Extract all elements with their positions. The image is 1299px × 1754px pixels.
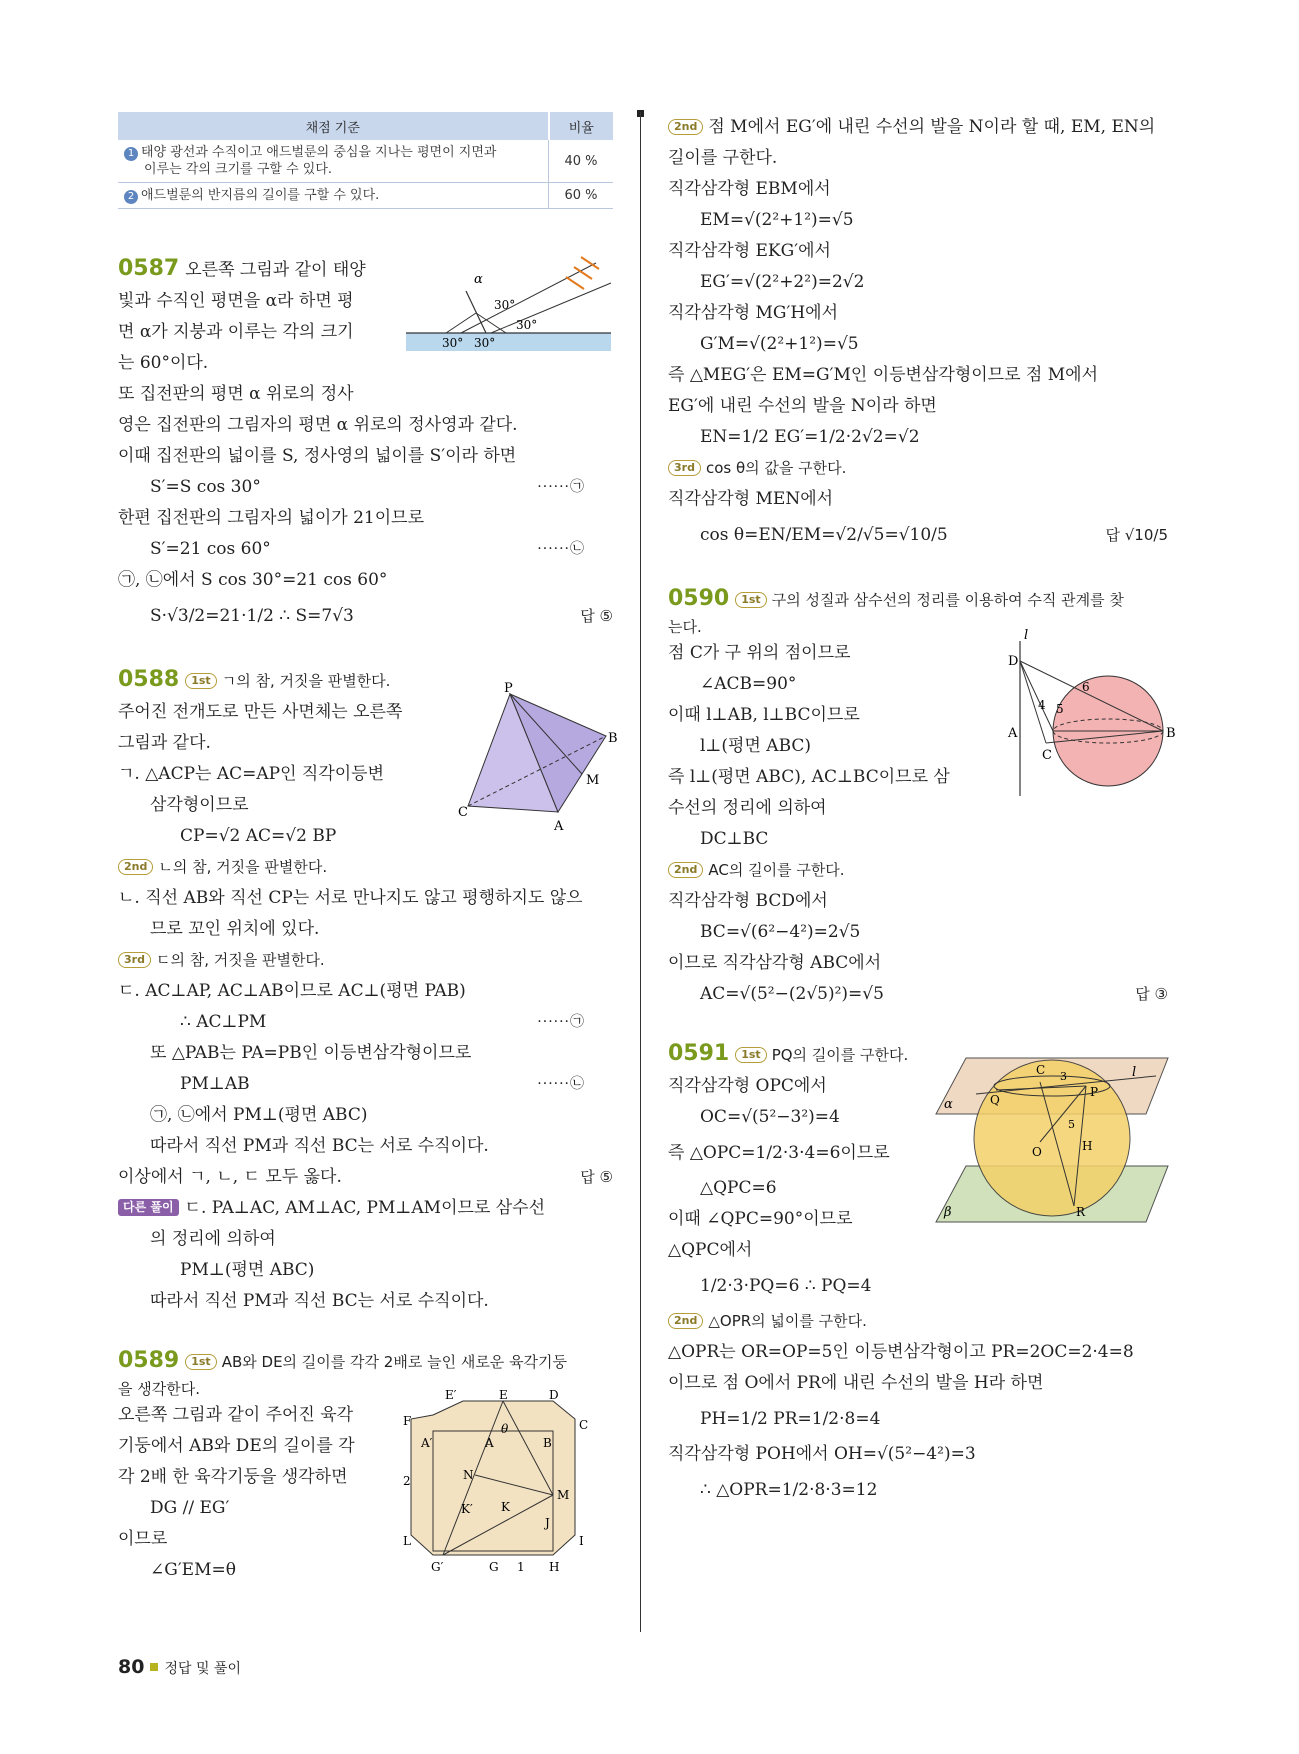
equation: ∠ACB=90° [700, 674, 797, 694]
plane-label: α [944, 1097, 953, 1112]
equation: AC=√(5²−(2√5)²)=√5 [700, 984, 884, 1004]
point-label: P [1090, 1085, 1099, 1099]
text-line: 이때 l⊥AB, l⊥BC이므로 [668, 705, 860, 725]
text-line: ㉠, ㉡에서 S cos 30°=21 cos 60° [118, 570, 388, 590]
step-badge: 3rd [118, 952, 151, 968]
text-line: 면 α가 지붕과 이루는 각의 크기 [118, 322, 354, 342]
point-label: O [1032, 1145, 1042, 1159]
length-label: 3 [1060, 1070, 1067, 1083]
text-line: 또 집전판의 평면 α 위로의 정사 [118, 384, 354, 404]
text-line: △OPR는 OR=OP=5인 이등변삼각형이고 PR=2OC=2·4=8 [668, 1342, 1134, 1362]
line-label: l [1024, 628, 1029, 643]
problem-number: 0588 [118, 667, 180, 692]
text-line: 한편 집전판의 그림자의 넓이가 21이므로 [118, 508, 424, 528]
angle-label: 30° [494, 298, 516, 312]
plane-alpha-line [466, 291, 486, 333]
text-line: EG′에 내린 수선의 발을 N이라 하면 [668, 396, 937, 416]
step-title: 점 M에서 EG′에 내린 수선의 발을 N이라 할 때, EM, EN의 [708, 117, 1156, 137]
step-title: 구의 성질과 삼수선의 정리를 이용하여 수직 관계를 찾 [771, 591, 1124, 609]
ratio-cell: 60 % [549, 183, 614, 209]
step-title: 는다. [668, 618, 702, 636]
text-line: 이때 ∠QPC=90°이므로 [668, 1209, 853, 1229]
equation: PM⊥(평면 ABC) [180, 1260, 315, 1280]
step-badge: 1st [185, 673, 216, 689]
answer-mark: 답 ③ [1135, 985, 1168, 1003]
text-line: 기둥에서 AB와 DE의 길이를 각 [118, 1436, 355, 1456]
equation: BC=√(6²−4²)=2√5 [700, 922, 861, 942]
equation: S′=21 cos 60° [150, 539, 271, 559]
vertex-label: M [586, 773, 600, 788]
text-line: 직각삼각형 EBM에서 [668, 179, 831, 199]
text-line: 직각삼각형 POH에서 OH=√(5²−4²)=3 [668, 1444, 976, 1464]
vertex-label: D [549, 1388, 559, 1402]
text-line: 길이를 구한다. [668, 148, 778, 168]
text-line: 직각삼각형 OPC에서 [668, 1076, 827, 1096]
text-line: 오른쪽 그림과 같이 주어진 육각 [118, 1405, 354, 1425]
point-label: Q [990, 1093, 1000, 1107]
segment-DA [1020, 661, 1053, 731]
equation: DG // EG′ [150, 1498, 230, 1518]
page-footer [118, 1656, 241, 1678]
text-line: 영은 집전판의 그림자의 평면 α 위로의 정사영과 같다. [118, 415, 518, 435]
vertex-label: A [554, 819, 564, 834]
angle-label: 30° [442, 336, 464, 350]
roof-line [446, 313, 476, 333]
equation: ∠G′EM=θ [150, 1560, 236, 1580]
problem-number: 0590 [668, 586, 730, 611]
step-title: AC의 길이를 구한다. [708, 861, 845, 879]
text-line: 빛과 수직인 평면을 α라 하면 평 [118, 291, 354, 311]
point-label: C [1036, 1063, 1046, 1077]
vertex-label: D [1008, 654, 1019, 669]
sphere-figure [1008, 628, 1176, 801]
length-label: 6 [1082, 680, 1090, 694]
equation: DC⊥BC [700, 829, 769, 849]
text-line: 점 C가 구 위의 점이므로 [668, 643, 851, 663]
step-badge: 1st [185, 1354, 216, 1370]
point-label: H [1082, 1139, 1093, 1153]
text-line: 따라서 직선 PM과 직선 BC는 서로 수직이다. [150, 1291, 489, 1311]
equation: PM⊥AB [180, 1074, 250, 1094]
length-label: 2 [403, 1474, 411, 1488]
equation: OC=√(5²−3²)=4 [700, 1107, 840, 1127]
text-line: 직각삼각형 BCD에서 [668, 891, 828, 911]
vertex-label: A [1008, 726, 1018, 741]
column-divider [640, 112, 641, 1632]
vertex-label: E [499, 1388, 508, 1402]
answer-mark: 답 √10/5 [1105, 526, 1168, 544]
equation: EG′=√(2²+2²)=2√2 [700, 272, 865, 292]
text-line: 직각삼각형 MEN에서 [668, 489, 834, 509]
alpha-label: α [474, 272, 483, 287]
text-line: 이므로 직각삼각형 ABC에서 [668, 953, 882, 973]
length-label: 5 [1056, 702, 1064, 716]
criteria-text-cont: 이루는 각의 크기를 구할 수 있다. [144, 162, 333, 177]
equation: cos θ=EN/EM=√2/√5=√10/5 [700, 525, 948, 545]
hexagonal-prism-figure [403, 1388, 613, 1575]
text-line: 각 2배 한 육각기둥을 생각하면 [118, 1467, 348, 1487]
equation: S′=S cos 30° [150, 477, 261, 497]
problem-0588 [118, 664, 618, 1317]
step-badge: 3rd [668, 460, 701, 476]
equation: ∴ △OPR=1/2·8·3=12 [700, 1480, 878, 1500]
answer-mark: 답 ⑤ [580, 1168, 613, 1186]
text-line: ㄱ. △ACP는 AC=AP인 직각이등변 [118, 764, 385, 784]
footer-square-icon [150, 1663, 158, 1671]
vertex-label: E′ [445, 1388, 457, 1402]
angle-label: 30° [516, 318, 538, 332]
vertex-label: L [403, 1534, 411, 1548]
equation: EN=1/2 EG′=1/2·2√2=√2 [700, 427, 920, 447]
step-title: ㄱ의 참, 거짓을 판별한다. [221, 672, 391, 690]
vertex-label: H [549, 1560, 560, 1574]
text-line: 이때 집전판의 넓이를 S, 정사영의 넓이를 S′이라 하면 [118, 446, 517, 466]
text-line: 이므로 [118, 1529, 168, 1549]
problem-number: 0591 [668, 1041, 730, 1066]
step-badge: 2nd [668, 1313, 703, 1329]
step-title: ㄷ의 참, 거짓을 판별한다. [155, 951, 325, 969]
equation: l⊥(평면 ABC) [700, 736, 812, 756]
text-line: 오른쪽 그림과 같이 태양 [185, 260, 366, 280]
text-line: 므로 꼬인 위치에 있다. [150, 919, 320, 939]
equation-ref: ······㉠ [537, 479, 585, 495]
ground-shape [406, 333, 611, 351]
scoring-table [118, 112, 613, 209]
vertex-label: K [501, 1500, 510, 1514]
plane-label: β [944, 1205, 952, 1220]
text-line: 직각삼각형 MG′H에서 [668, 303, 839, 323]
text-line: ㄴ. 직선 AB와 직선 CP는 서로 만나지도 않고 평행하지도 않으 [118, 888, 583, 908]
circle-number: 1 [124, 147, 138, 161]
problem-0591 [668, 1038, 1168, 1510]
problem-0589-continued [668, 112, 1168, 555]
text-line: 이므로 점 O에서 PR에 내린 수선의 발을 H라 하면 [668, 1373, 1044, 1393]
text-line: 삼각형이므로 [150, 795, 249, 815]
text-line: ㄷ. PA⊥AC, AM⊥AC, PM⊥AM이므로 삼수선 [184, 1198, 546, 1218]
text-line: △QPC에서 [668, 1240, 753, 1260]
vertex-label: C [1042, 748, 1052, 763]
solar-panel-figure [406, 253, 616, 363]
problem-number: 0589 [118, 1348, 180, 1373]
line-label: l [1132, 1065, 1137, 1080]
text-line: 즉 l⊥(평면 ABC), AC⊥BC이므로 삼 [668, 767, 950, 787]
problem-0590 [668, 583, 1176, 1010]
step-badge: 2nd [668, 119, 703, 135]
vertex-label: A [485, 1436, 494, 1450]
ratio-cell: 40 % [549, 140, 614, 183]
step-title: ㄴ의 참, 거짓을 판별한다. [158, 858, 328, 876]
step-title: cos θ의 값을 구한다. [705, 459, 847, 477]
equation-ref: ······㉡ [537, 1076, 585, 1092]
length-label: 4 [1038, 698, 1046, 712]
page-number: 80 [118, 1656, 145, 1678]
problem-0587 [118, 253, 613, 636]
vertex-label: A′ [421, 1436, 433, 1450]
equation: △QPC=6 [700, 1178, 777, 1198]
vertex-label: B [543, 1436, 552, 1450]
sphere-shape [974, 1060, 1130, 1216]
answer-mark: 답 ⑤ [580, 607, 613, 625]
vertex-label: G′ [431, 1560, 444, 1574]
text-line: 주어진 전개도로 만든 사면체는 오른쪽 [118, 702, 403, 722]
equation: 1/2·3·PQ=6 ∴ PQ=4 [700, 1276, 872, 1296]
step-badge: 1st [735, 592, 766, 608]
equation-ref: ······㉡ [537, 541, 585, 557]
vertex-label: P [504, 681, 513, 696]
vertex-label: B [1166, 726, 1176, 741]
problem-0589 [118, 1345, 613, 1586]
table-row [118, 140, 613, 183]
text-line: 즉 △OPC=1/2·3·4=6이므로 [668, 1143, 890, 1163]
step-title: AB와 DE의 길이를 각각 2배로 늘인 새로운 육각기둥 [221, 1353, 568, 1371]
table-header-ratio: 비율 [549, 112, 614, 140]
prism-shape [411, 1401, 575, 1555]
sphere-planes-figure [936, 1056, 1168, 1226]
length-label: 5 [1068, 1118, 1075, 1131]
equation-ref: ······㉠ [537, 1014, 585, 1030]
table-header-criteria: 채점 기준 [118, 112, 549, 140]
right-column [668, 112, 1176, 1510]
step-badge: 2nd [668, 862, 703, 878]
circle-number: 2 [124, 190, 138, 204]
equation: PH=1/2 PR=1/2·8=4 [700, 1409, 881, 1429]
step-badge: 1st [735, 1047, 766, 1063]
vertex-label: F [403, 1414, 412, 1428]
text-line: 그림과 같다. [118, 733, 211, 753]
equation: CP=√2 AC=√2 BP [180, 826, 337, 846]
problem-number: 0587 [118, 256, 180, 281]
sun-arrows [566, 257, 599, 289]
vertex-label: M [557, 1488, 570, 1502]
criteria-text: 애드벌룬의 반지름의 길이를 구할 수 있다. [141, 188, 380, 203]
text-line: ㉠, ㉡에서 PM⊥(평면 ABC) [150, 1105, 368, 1125]
text-line: 또 △PAB는 PA=PB인 이등변삼각형이므로 [150, 1043, 472, 1063]
text-line: ㄷ. AC⊥AP, AC⊥AB이므로 AC⊥(평면 PAB) [118, 981, 466, 1001]
left-column [118, 112, 618, 1586]
equation: ∴ AC⊥PM [180, 1012, 267, 1032]
text-line: 이상에서 ㄱ, ㄴ, ㄷ 모두 옳다. [118, 1167, 342, 1187]
text-line: 의 정리에 의하여 [150, 1229, 276, 1249]
length-label: 1 [517, 1560, 525, 1574]
tetrahedron-figure [458, 681, 618, 834]
vertex-label: C [579, 1418, 589, 1432]
vertex-label: I [579, 1534, 584, 1548]
text-line: 직각삼각형 EKG′에서 [668, 241, 831, 261]
text-line: 즉 △MEG′은 EM=G′M인 이등변삼각형이므로 점 M에서 [668, 365, 1098, 385]
text-line: 는 60°이다. [118, 353, 209, 373]
vertex-label: J [545, 1516, 550, 1530]
vertex-label: B [608, 731, 618, 746]
vertex-label: G [489, 1560, 499, 1574]
criteria-text: 태양 광선과 수직이고 애드벌룬의 중심을 지나는 평면이 지면과 [141, 145, 497, 160]
text-line: 따라서 직선 PM과 직선 BC는 서로 수직이다. [150, 1136, 489, 1156]
step-title: PQ의 길이를 구한다. [771, 1046, 909, 1064]
table-row [118, 183, 613, 209]
footer-label: 정답 및 풀이 [164, 1661, 241, 1677]
equation: S·√3/2=21·1/2 ∴ S=7√3 [150, 606, 354, 626]
equation: G′M=√(2²+1²)=√5 [700, 334, 859, 354]
angle-label: 30° [474, 336, 496, 350]
alt-solution-badge: 다른 풀이 [118, 1199, 179, 1216]
vertex-label: K′ [461, 1502, 473, 1516]
equation: EM=√(2²+1²)=√5 [700, 210, 854, 230]
step-title: △OPR의 넓이를 구한다. [708, 1312, 867, 1330]
vertex-label: C [458, 805, 468, 820]
theta-label: θ [501, 1422, 509, 1436]
point-label: R [1076, 1205, 1086, 1219]
step-title: 을 생각한다. [118, 1380, 200, 1398]
vertex-label: N [463, 1468, 474, 1482]
step-badge: 2nd [118, 859, 153, 875]
text-line: 수선의 정리에 의하여 [668, 798, 827, 818]
